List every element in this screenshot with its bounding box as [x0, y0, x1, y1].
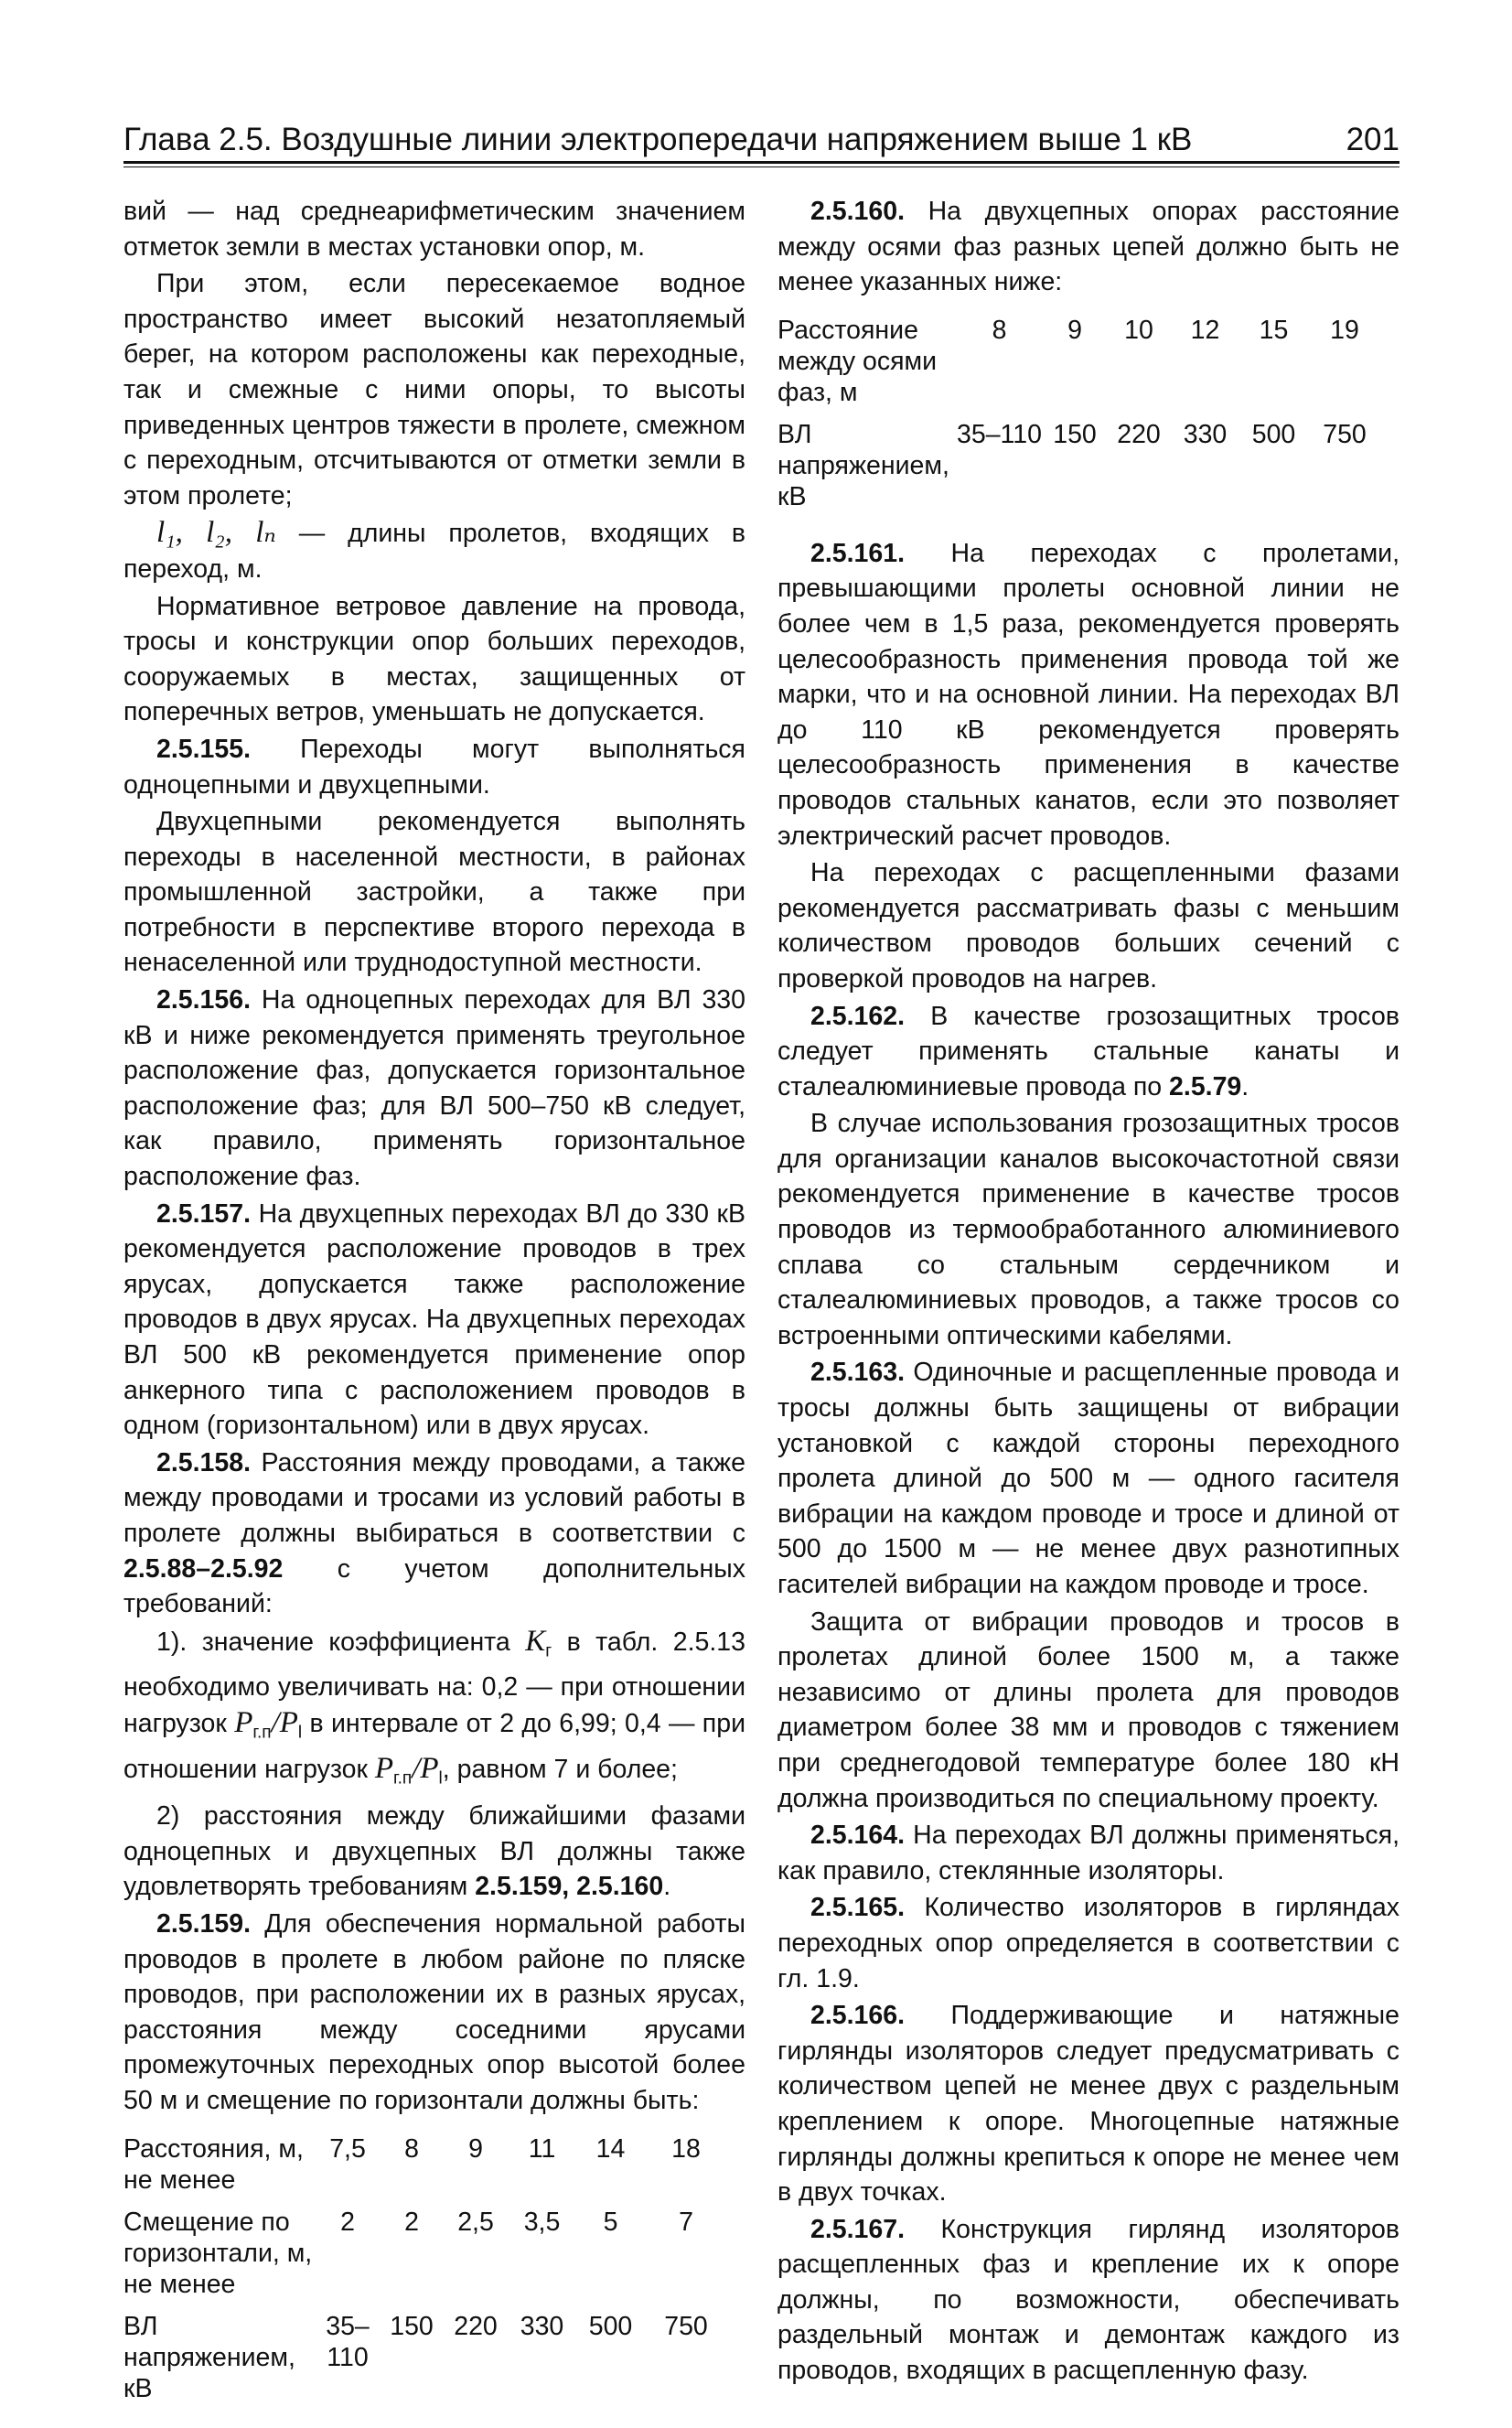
section-number: 2.5.164.: [810, 1821, 906, 1851]
table-cell: 9: [468, 2133, 483, 2164]
section-number: 2.5.161.: [810, 538, 906, 568]
section-2-5-164: 2.5.164. На переходах ВЛ должны применяться, как правило, стеклянные изоляторы.: [777, 1821, 1399, 1885]
paragraph: Нормативное ветровое давление на провода, тросы и конструкции опор больших переходов, сооружаемых в местах, защищенных от поперечных ветров, уменьшать не допускается.: [123, 591, 745, 727]
section-number: 2.5.157.: [156, 1198, 252, 1229]
section-number: 2.5.167.: [810, 2214, 906, 2244]
section-2-5-165: 2.5.165. Количество изоляторов в гирляндах переходных опор определяется в соответствии с гл. 1.9.: [777, 1893, 1399, 1993]
section-number: 2.5.155.: [156, 734, 252, 764]
page-number: 201: [1346, 122, 1399, 157]
table-cell: 2,5: [457, 2207, 494, 2237]
section-number: 2.5.158.: [156, 1447, 252, 1477]
table-row: [123, 2311, 727, 2404]
table-row: [123, 2133, 727, 2207]
table-cell: 7: [679, 2207, 693, 2237]
table-cell: 8: [992, 315, 1007, 345]
table-cell: 150: [1053, 419, 1097, 449]
section-2-5-162: 2.5.162. В качестве грозозащитных тросов следует применять стальные канаты и сталеалюминиевые провода по 2.5.79.: [777, 1001, 1399, 1101]
paragraph: На переходах с расщепленными фазами рекомендуется рассматривать фазы с меньшим количеством проводов больших сечений с проверкой проводов на нагрев.: [777, 858, 1399, 994]
paragraph: Защита от вибрации проводов и тросов в пролетах длиной более 1500 м, а также независимо от длины пролета для проводов диаметром более 38 мм и проводов с тяжением при среднегодовой температуре более 180 кН должна производиться по специальному проекту.: [777, 1606, 1399, 1813]
paragraph: l₁, l₂, lₙ — длины пролетов, входящих в переход, м.: [123, 516, 746, 584]
section-2-5-158: 2.5.158. Расстояния между проводами, а также между проводами и тросами из условий работы в пролете должны выбираться в соответствии с 2.5.88–2.5.92 с учетом дополнительных требований:: [123, 1447, 745, 1619]
table-row: [777, 419, 1381, 512]
list-item-1: 1). значение коэффициента $K_г$ в табл. 2.5.13 необходимо увеличивать на: 0,2 — при отношении нагрузок $P_{г.п}/P_l$ в интервале от 2 до 6,99; 0,4 — при отношении нагрузок $P_{г.п}/P_l$, равном 7 и более;: [123, 1624, 745, 1789]
right-column: [777, 194, 1399, 2390]
row-label: Расстояние между осями фаз, м: [777, 315, 938, 407]
paragraph: Двухцепными рекомендуется выполнять переходы в населенной местности, в районах промышленной застройки, а также при потребности в перспективе второго перехода в ненаселенной или труднодоступной местности.: [123, 807, 745, 978]
phase-distance-table: [777, 315, 1381, 512]
table-cell: 18: [671, 2133, 701, 2164]
section-number: 2.5.162.: [810, 1001, 906, 1031]
section-2-5-157: 2.5.157. На двухцепных переходах ВЛ до 330 кВ рекомендуется расположение проводов в трех ярусах, допускается также расположение проводов в двух ярусах. На двухцепных переходах ВЛ 500 кВ рекомендуется применение опор анкерного типа с расположением проводов в одном (горизонтальном) или в двух ярусах.: [123, 1198, 745, 1441]
section-2-5-167: 2.5.167. Конструкция гирлянд изоляторов расщепленных фаз и крепление их к опоре должны, по возможности, обеспечивать раздельный монтаж и демонтаж каждого из проводов, входящих в расщепленную фазу.: [777, 2214, 1399, 2386]
cross-reference: 2.5.79: [1169, 1071, 1242, 1101]
section-number: 2.5.160.: [810, 197, 906, 226]
table-cell: 19: [1330, 315, 1359, 345]
row-label: Смещение по горизонтали, м, не менее: [123, 2207, 313, 2299]
paragraph: вий — над среднеарифметическим значением отметок земли в местах установки опор, м.: [123, 197, 745, 262]
coefficient-symbol: K: [525, 1624, 546, 1658]
section-2-5-161: 2.5.161. На переходах с пролетами, превышающими пролеты основной линии не более чем в 1,5 раза, рекомендуется проверять целесообразность применения провода той же марки, что и на основной линии. На переходах ВЛ до 110 кВ рекомендуется проверять целесообразность применения в качестве проводов стальных канатов, если это позволяет электрический расчет проводов.: [777, 538, 1399, 851]
table-cell: 3,5: [523, 2207, 561, 2237]
section-number: 2.5.156.: [156, 985, 252, 1015]
chapter-title: Глава 2.5. Воздушные линии электропередачи напряжением выше 1 кВ: [123, 122, 1193, 157]
section-2-5-155: 2.5.155. Переходы могут выполняться одноцепными и двухцепными.: [123, 734, 745, 800]
table-cell: 2: [404, 2207, 419, 2237]
section-number: 2.5.166.: [810, 2001, 906, 2031]
table-cell: 330: [1183, 419, 1228, 449]
table-cell: 5: [603, 2207, 618, 2237]
section-number: 2.5.159.: [156, 1908, 252, 1939]
table-row: [777, 315, 1381, 419]
section-2-5-163: 2.5.163. Одиночные и расщепленные провода и тросы должны быть защищены от вибрации установкой с каждой стороны переходного пролета длиной до 500 м — одного гасителя вибрации на каждом проводе и тросе и длиной от 500 до 1500 м — не менее двух разнотипных гасителей вибрации на каждом проводе и тросе.: [777, 1358, 1399, 1599]
section-2-5-160: 2.5.160. На двухцепных опорах расстояние между осями фаз разных цепей должно быть не менее указанных ниже:: [777, 197, 1399, 297]
row-label: ВЛ напряжением, кВ: [123, 2311, 295, 2403]
table-cell: 15: [1259, 315, 1289, 345]
table-cell: 35–110: [326, 2311, 370, 2372]
table-cell: 8: [404, 2133, 419, 2164]
table-cell: 2: [340, 2207, 355, 2237]
paragraph: При этом, если пересекаемое водное пространство имеет высокий незатопляемый берег, на котором расположены как переходные, так и смежные с ними опоры, то высоты приведенных центров тяжести в пролете, смежном с переходным, отсчитываются от отметки земли в этом пролете;: [123, 269, 745, 510]
table-cell: 220: [454, 2311, 498, 2341]
row-label: Расстояния, м, не менее: [123, 2133, 304, 2195]
header-rule: [123, 161, 1399, 164]
table-cell: 7,5: [329, 2133, 366, 2164]
section-number: 2.5.165.: [810, 1893, 906, 1923]
section-number: 2.5.163.: [810, 1358, 906, 1388]
section-2-5-166: 2.5.166. Поддерживающие и натяжные гирлянды изоляторов следует предусматривать с количеством цепей не менее двух с раздельным креплением к опоре. Многоцепные натяжные гирлянды должны крепиться к опоре не менее чем в двух точках.: [777, 2001, 1399, 2208]
table-cell: 11: [528, 2133, 556, 2164]
table-cell: 750: [664, 2311, 708, 2341]
table-cell: 10: [1124, 315, 1153, 345]
cross-reference: 2.5.88–2.5.92: [123, 1553, 284, 1584]
table-row: [123, 2207, 727, 2311]
running-header: [123, 117, 1399, 163]
section-2-5-159: 2.5.159. Для обеспечения нормальной работы проводов в пролете в любом районе по пляске проводов, при расположении их в разных ярусах, расстояния между соседними ярусами промежуточных переходных опор высотой более 50 м и смещение по горизонтали должны быть:: [123, 1908, 745, 2115]
list-item-2: 2) расстояния между ближайшими фазами одноцепных и двухцепных ВЛ должны также удовлетворять требованиям 2.5.159, 2.5.160.: [123, 1801, 745, 1902]
row-label: ВЛ напряжением, кВ: [777, 419, 949, 511]
cross-reference: 2.5.159, 2.5.160: [475, 1872, 664, 1902]
table-cell: 220: [1117, 419, 1161, 449]
table-cell: 500: [588, 2311, 633, 2341]
left-column: [123, 194, 745, 2428]
table-cell: 150: [390, 2311, 434, 2341]
table-cell: 9: [1067, 315, 1082, 345]
table-cell: 750: [1323, 419, 1367, 449]
table-cell: 35–110: [957, 419, 1042, 449]
table-cell: 12: [1190, 315, 1220, 345]
table-cell: 14: [595, 2133, 626, 2164]
section-2-5-156: 2.5.156. На одноцепных переходах для ВЛ 330 кВ и ниже рекомендуется применять треугольное расположение фаз, допускается горизонтальное расположение фаз; для ВЛ 500–750 кВ следует, как правило, применять горизонтальное расположение фаз.: [123, 985, 745, 1192]
table-cell: 330: [520, 2311, 564, 2341]
table-cell: 500: [1251, 419, 1296, 449]
span-length-variables: l₁, l₂, lₙ: [156, 516, 276, 550]
paragraph: В случае использования грозозащитных тросов для организации каналов высокочастотной связи рекомендуется применение в качестве тросов проводов из термообработанного алюминиевого сплава со стальным сердечником и сталеалюминиевых проводов, а также тросов со встроенными оптическими кабелями.: [777, 1109, 1399, 1350]
